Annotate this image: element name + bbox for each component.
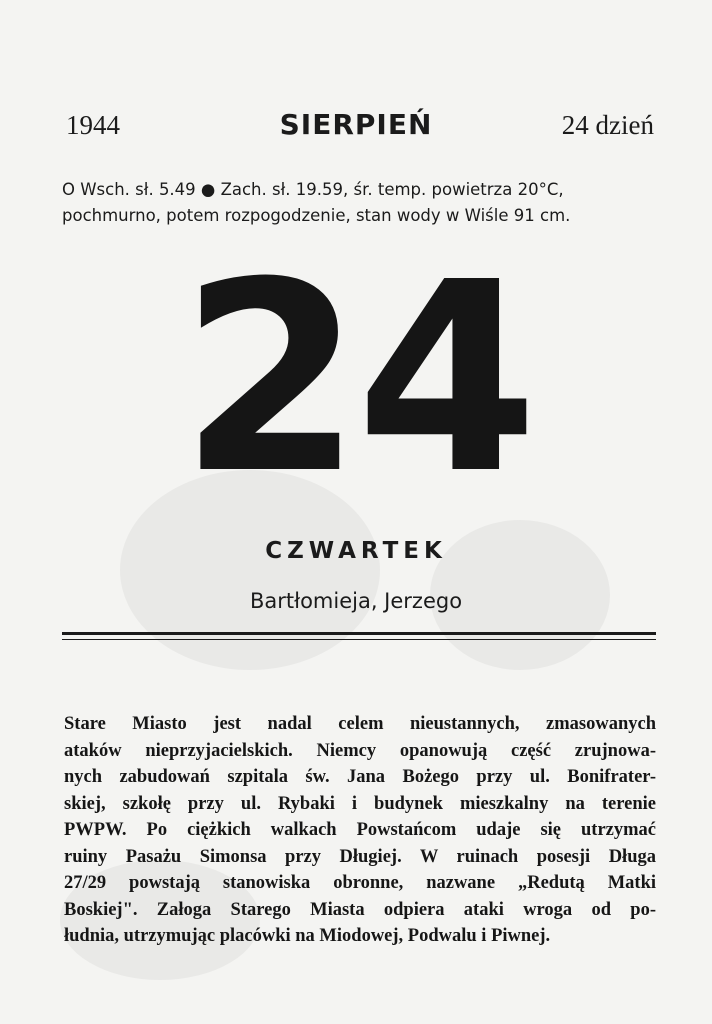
story-line: nych zabudowań szpitala św. Jana Bożego przy ul. Bonifrater- (64, 767, 656, 787)
year: 1944 (66, 110, 120, 140)
story-line: łudnia, utrzymując placówki na Miodowej, Podwalu i Piwnej. (64, 926, 551, 946)
story-line: Stare Miasto jest nadal celem nieustannych, zmasowanych (64, 714, 656, 734)
sun-weather-line-1: O Wsch. sł. 5.49 ● Zach. sł. 19.59, śr. temp. powietrza 20°C, (62, 180, 564, 199)
story-line: skiej, szkołę przy ul. Rybaki i budynek mieszkalny na terenie (64, 793, 656, 814)
weekday: CZWARTEK (265, 538, 447, 564)
day-of-year: 24 dzień (561, 110, 654, 140)
divider-thick (62, 632, 656, 635)
story-line: PWPW. Po ciężkich walkach Powstańcom udaje się utrzymać (64, 820, 656, 840)
story-text (64, 711, 656, 950)
story-line: 27/29 powstają stanowiska obronne, nazwane „Redutą Matki (64, 873, 656, 893)
day-number: 24 (179, 226, 533, 531)
sun-weather-info (62, 177, 662, 229)
name-days: Bartłomieja, Jerzego (249, 589, 463, 613)
story-line: Boskiej". Załoga Starego Miasta odpiera ataki wroga od po- (64, 899, 656, 920)
month-title: SIERPIEŃ (279, 108, 433, 141)
story-line: ataków nieprzyjacielskich. Niemcy opanowują część zrujnowa- (64, 740, 656, 761)
divider-thin (62, 639, 656, 640)
sun-weather-line-2: pochmurno, potem rozpogodzenie, stan wody w Wiśle 91 cm. (62, 206, 571, 225)
story-line: ruiny Pasażu Simonsa przy Długiej. W ruinach posesji Długa (64, 846, 656, 867)
